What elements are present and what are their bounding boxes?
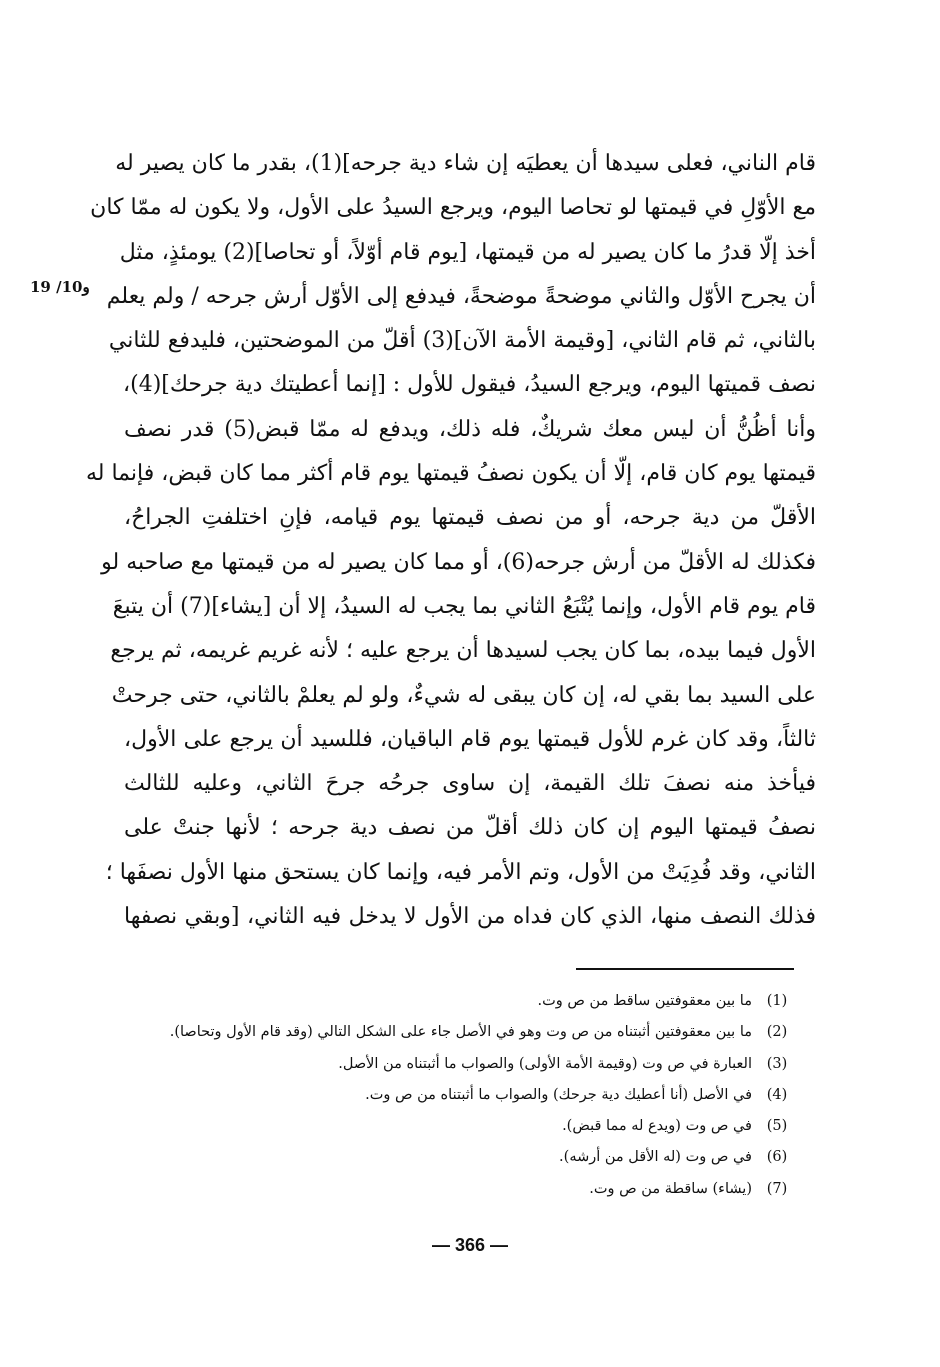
footnote-item: [116, 1174, 796, 1205]
manuscript-folio-marker: و10/ 19: [30, 278, 90, 296]
footnote-number: (3): [766, 1055, 788, 1072]
text-line: نصفُ قيمتها اليوم إن كان ذلك أقلّ من نصف دية جرحه ؛ لأنها جنتْ على: [124, 815, 816, 841]
footnote-item: [116, 1111, 796, 1142]
footnote-number: (1): [766, 993, 788, 1009]
footnote-text: في ص وت (له الأقل من أرشه).: [559, 1149, 752, 1166]
footnote-number: (5): [766, 1118, 788, 1135]
footnotes-list: [116, 986, 796, 1205]
footnote-number: (2): [766, 1024, 788, 1041]
text-line: أخذ إلّا قدرُ ما كان يصير له من قيمتها، [يوم قام أوّلاً، أو تحاصا](2) يومئذٍ، مثل: [119, 239, 816, 265]
text-line: فذلك النصف منها، الذي كان فداه من الأول لا يدخل فيه الثاني، [وبقي نصفها: [124, 904, 816, 930]
text-line: الأقلّ من دية جرحه، أو من نصف قيمتها يوم قيامه، فإنِ اختلفتِ الجراحُ،: [124, 505, 816, 531]
footnote-text: ما بين معقوفتين أثبتناه من ص وت وهو في الأصل جاء على الشكل التالي (وقد قام الأول وتحاصا).: [169, 1024, 752, 1041]
text-line: قام الناني، فعلى سيدها أن يعطيَه إن شاء دية جرحه](1)، بقدر ما كان يصير له: [115, 151, 816, 176]
text-line: قيمتها يوم كان قام، إلّا أن يكون نصفُ قيمتها يوم قام أكثر مما كان قبض، فإنما له: [85, 461, 816, 487]
text-line: فكذلك له الأقلّ من أرش جرحه(6)، أو مما كان يصير له من قيمتها مع صاحبه لو: [101, 549, 816, 575]
text-line: أن يجرح الأوّل والثاني موضحةً موضحةً، فيدفع إلى الأوّل أرش جرحه / ولم يعلم: [106, 283, 816, 309]
text-line: على السيد بما بقي له، إن كان يبقى له شيءٌ، ولو لم يعلمْ بالثاني، حتى جرحتْ: [111, 682, 816, 708]
footnote-number: (4): [766, 1086, 788, 1103]
footnote-text: ما بين معقوفتين ساقط من ص وت.: [537, 993, 752, 1009]
main-text-body: [85, 142, 816, 939]
text-line: الثاني، وقد فُدِيَتْ من الأول، وتم الأمر فيه، وإنما كان يستحق منها الأول نصفَها ؛: [105, 859, 816, 885]
text-line: قام يوم قام الأول، وإنما يُتْبَعُ الثاني بما يجب له السيدُ، إلا أن [يشاء](7) أن يتبعَ: [112, 593, 816, 619]
footnote-text: في ص وت (ويدع له مما قبض).: [562, 1118, 752, 1135]
footnote-item: [116, 1017, 796, 1048]
footnote-item: [116, 1142, 796, 1173]
text-line: نصف قميتها اليوم، ويرجع السيدُ، فيقول للأول : [إنما أعطيتك دية جرحك](4)،: [123, 372, 816, 398]
text-line: ثالثاً، وقد كان غرم للأول قيمتها يوم قام الباقيان، فللسيد أن يرجع على الأول،: [124, 726, 816, 752]
footnote-text: (يشاء) ساقطة من ص وت.: [589, 1180, 752, 1197]
text-line: بالثاني، ثم قام الثاني، [وقيمة الأمة الآن](3) أقلّ من الموضحتين، فليدفع للثاني: [108, 328, 816, 354]
text-line: الأول فيما بيده، بما كان يجب لسيدها أن يرجع عليه ؛ لأنه غريم غريمه، ثم يرجع: [110, 638, 816, 664]
footnote-number: (6): [766, 1149, 788, 1166]
page-number: — 366 —: [431, 1235, 509, 1255]
footnote-text: العبارة في ص وت (وقيمة الأمة الأولى) والصواب ما أثبتناه من الأصل.: [338, 1055, 752, 1072]
text-line: فيأخذ منه نصفَ تلك القيمة، إن ساوى جرحُه جرحَ الثاني، وعليه للثالث: [124, 771, 816, 797]
footnote-item: [116, 986, 796, 1017]
text-line: وأنا أظُنُّ أن ليس معك شريكٌ، فله ذلك، ويدفع له ممّا قبض(5) قدر نصف: [124, 416, 816, 442]
footnote-separator: [576, 968, 794, 970]
footnote-text: في الأصل (أنا أعطيك دية جرحك) والصواب ما أثبتناه من ص وت.: [365, 1086, 752, 1103]
text-line: مع الأوّلِ في قيمتها لو تحاصا اليوم، ويرجع السيدُ على الأول، ولا يكون له ممّا كان: [90, 195, 816, 221]
footnote-item: [116, 1049, 796, 1080]
footnote-number: (7): [766, 1180, 788, 1197]
footnote-item: [116, 1080, 796, 1111]
